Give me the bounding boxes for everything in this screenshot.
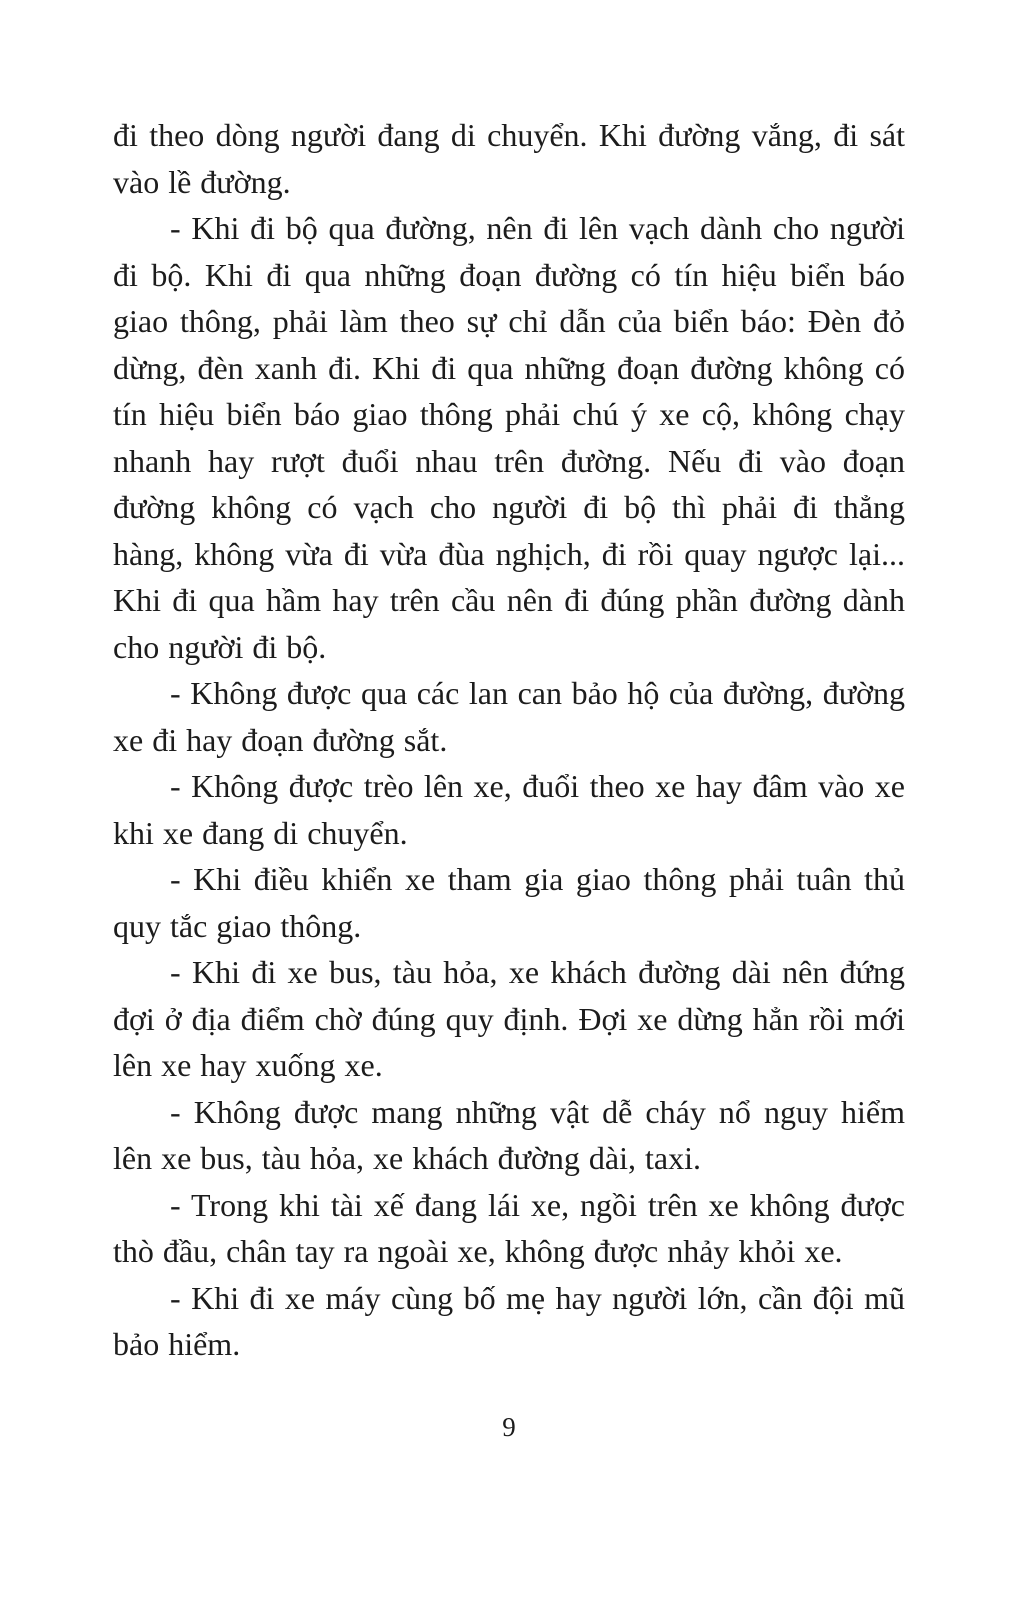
paragraph: - Khi đi xe máy cùng bố mẹ hay người lớn, cần đội mũ bảo hiểm. <box>113 1279 905 1362</box>
paragraph: - Không được qua các lan can bảo hộ của đường, đường xe đi hay đoạn đường sắt. <box>113 675 905 758</box>
paragraph: - Khi đi bộ qua đường, nên đi lên vạch dành cho người đi bộ. Khi đi qua những đoạn đường có tín hiệu biển báo giao thông, phải làm theo sự chỉ dẫn của biển báo: Đèn đỏ dừng, đèn xanh đi. Khi đi qua những đoạn đường không có tín hiệu biển báo giao thông phải chú ý xe cộ, không chạy nhanh hay rượt đuổi nhau trên đường. Nếu đi vào đoạn đường không có vạch cho người đi bộ thì phải đi thẳng hàng, không vừa đi vừa đùa nghịch, đi rồi quay ngược lại... Khi đi qua hầm hay trên cầu nên đi đúng phần đường dành cho người đi bộ. <box>113 210 905 665</box>
text-block <box>113 112 905 1368</box>
paragraph: - Trong khi tài xế đang lái xe, ngồi trên xe không được thò đầu, chân tay ra ngoài xe, không được nhảy khỏi xe. <box>113 1186 905 1269</box>
paragraph-continuation: đi theo dòng người đang di chuyển. Khi đường vắng, đi sát vào lề đường. <box>113 117 905 200</box>
paragraph: - Không được trèo lên xe, đuổi theo xe hay đâm vào xe khi xe đang di chuyển. <box>113 768 905 851</box>
paragraph: - Không được mang những vật dễ cháy nổ nguy hiểm lên xe bus, tàu hỏa, xe khách đường dài, taxi. <box>113 1093 905 1176</box>
paragraph: - Khi đi xe bus, tàu hỏa, xe khách đường dài nên đứng đợi ở địa điểm chờ đúng quy định. Đợi xe dừng hẳn rồi mới lên xe hay xuống xe. <box>113 954 905 1083</box>
page-number: 9 <box>502 1412 516 1442</box>
paragraph: - Khi điều khiển xe tham gia giao thông phải tuân thủ quy tắc giao thông. <box>113 861 905 944</box>
